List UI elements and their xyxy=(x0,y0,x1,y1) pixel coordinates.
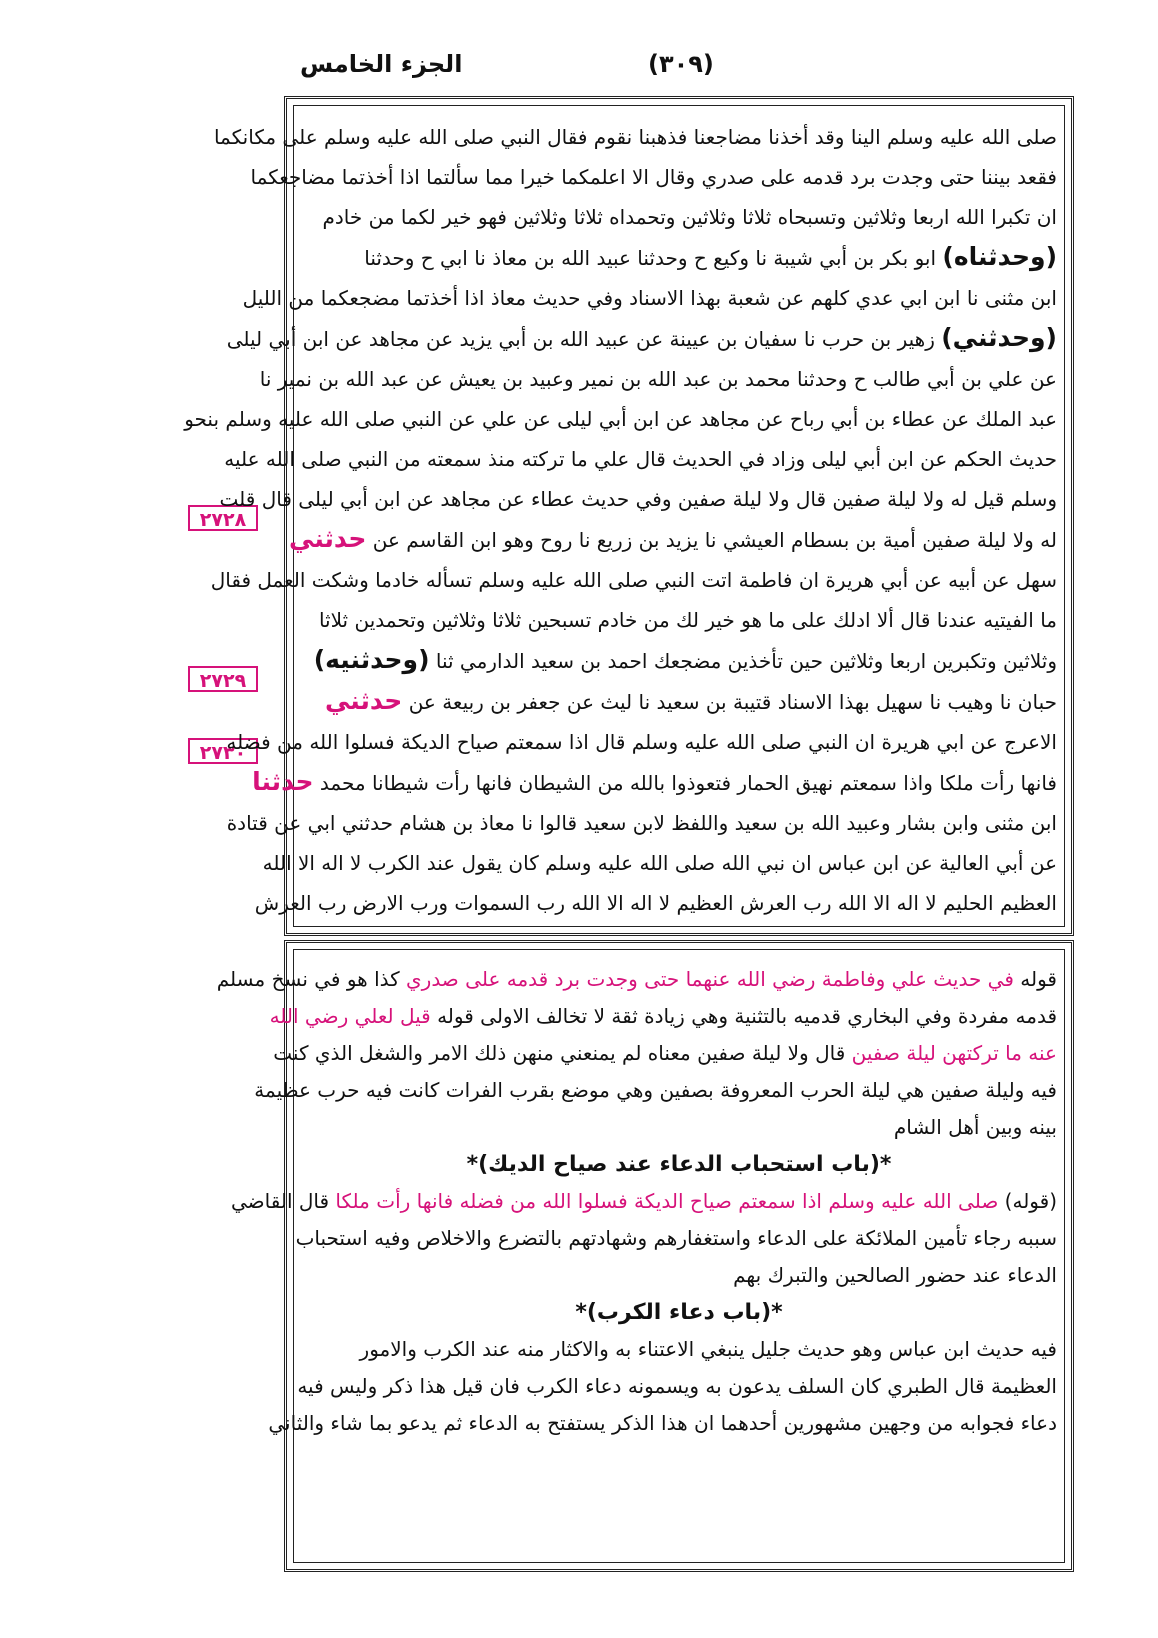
chapter-title-distress: *(باب دعاء الكرب)* xyxy=(575,1300,783,1325)
commentary-line-6: (قوله) صلى الله عليه وسلم اذا سمعتم صياح الديكة فسلوا الله من فضله فانها رأت ملكا قال القاضي xyxy=(230,1189,1057,1213)
commentary-line-9: فيه حديث ابن عباس وهو حديث جليل ينبغي الاعتناء به والاكثار منه عند الكرب والامور xyxy=(359,1337,1057,1361)
commentary-line-1: قوله في حديث علي وفاطمة رضي الله عنهما حتى وجدت برد قدمه على صدري كذا هو في نسخ مسلم xyxy=(216,967,1057,991)
main-line-15: حبان نا وهيب نا سهيل بهذا الاسناد قتيبة بن سعيد نا ليث عن جعفر بن ربيعة عن حدثني xyxy=(324,686,1057,715)
page-number: (٣٠٩) xyxy=(648,50,714,78)
commentary-text xyxy=(216,961,1057,1557)
narration-marker: حدثني xyxy=(324,686,403,715)
commentary-line-8: الدعاء عند حضور الصالحين والتبرك بهم xyxy=(733,1263,1057,1287)
main-line-13: ما الفيتيه عندنا قال ألا ادلك على ما هو خير لك من خادم تسبحين ثلاثا وثلاثين وتحمدين ثلاثا xyxy=(318,608,1057,632)
hadith-number-2: ٢٧٢٩ xyxy=(188,666,258,692)
main-line-3: ان تكبرا الله اربعا وثلاثين وتسبحاه ثلاثا وثلاثين وتحمداه ثلاثا وثلاثين فهو خير لكما من خادم xyxy=(322,205,1057,229)
main-line-12: سهل عن أبيه عن أبي هريرة ان فاطمة اتت النبي صلى الله عليه وسلم تسأله خادما وشكت العمل فقال xyxy=(210,568,1057,592)
main-line-4: (وحدثناه) ابو بكر بن أبي شيبة نا وكيع ح وحدثنا عبيد الله بن معاذ نا ابي ح وحدثنا xyxy=(364,242,1057,271)
main-line-11: له ولا ليلة صفين أمية بن بسطام العيشي نا يزيد بن زريع نا روح وهو ابن القاسم عن حدثني xyxy=(289,524,1057,553)
commentary-line-3: عنه ما تركتهن ليلة صفين قال ولا ليلة صفين معناه لم يمنعني منهن ذلك الامر والشغل الذي كنت xyxy=(273,1041,1057,1065)
part-title: الجزء الخامس xyxy=(300,50,463,78)
main-line-14: وثلاثين وتكبرين اربعا وثلاثين حين تأخذين مضجعك احمد بن سعيد الدارمي ثنا (وحدثنيه) xyxy=(313,645,1057,674)
main-line-17: فانها رأت ملكا واذا سمعتم نهيق الحمار فتعوذوا بالله من الشيطان فانها رأت شيطانا محمد حدثنا xyxy=(252,767,1057,796)
commentary-line-2: قدمه مفردة وفي البخاري قدميه بالتثنية وهي زيادة ثقة لا تخالف الاولى قوله قيل لعلي رضي الله xyxy=(269,1004,1057,1028)
hadith-number-3: ٢٧٣٠ xyxy=(188,738,258,764)
main-line-8: عبد الملك عن عطاء بن أبي رباح عن مجاهد عن ابن أبي ليلى عن علي عن النبي صلى الله عليه وسلم بنحو xyxy=(184,407,1057,431)
main-line-7: عن علي بن أبي طالب ح وحدثنا محمد بن عبد الله بن نمير وعبيد بن يعيش عن عبد الله بن نمير نا xyxy=(259,367,1057,391)
commentary-line-4: فيه وليلة صفين هي ليلة الحرب المعروفة بصفين وهي موضع بقرب الفرات كانت فيه حرب عظيمة xyxy=(254,1078,1057,1102)
narration-marker: حدثني xyxy=(289,524,367,553)
commentary-line-7: سببه رجاء تأمين الملائكة على الدعاء واستغفارهم وشهادتهم بالتضرع والاخلاص وفيه استحباب xyxy=(295,1226,1057,1250)
narration-marker: (وحدثني) xyxy=(941,323,1057,352)
main-line-6: (وحدثني) زهير بن حرب نا سفيان بن عيينة عن عبيد الله بن أبي يزيد عن مجاهد عن ابن أبي ليلى xyxy=(226,323,1057,352)
narration-marker: حدثنا xyxy=(252,767,314,796)
main-line-5: ابن مثنى نا ابن ابي عدي كلهم عن شعبة بهذا الاسناد وفي حديث معاذ اذا أخذتما مضجعكما من الليل xyxy=(242,286,1057,310)
main-line-18: ابن مثنى وابن بشار وعبيد الله بن سعيد واللفظ لابن سعيد قالوا نا معاذ بن هشام حدثني ابي عن قتادة xyxy=(226,811,1057,835)
main-line-10: وسلم قيل له ولا ليلة صفين قال ولا ليلة صفين وفي حديث عطاء عن مجاهد عن ابن أبي ليلى قال قلت xyxy=(219,487,1057,511)
main-line-9: حديث الحكم عن ابن أبي ليلى وزاد في الحديث قال علي ما تركته منذ سمعته من النبي صلى الله عليه xyxy=(224,447,1057,471)
main-line-16: الاعرج عن ابي هريرة ان النبي صلى الله عليه وسلم قال اذا سمعتم صياح الديكة فسلوا الله من فضله xyxy=(226,730,1057,754)
main-line-2: فقعد بيننا حتى وجدت برد قدمه على صدري وقال الا اعلمكما خيرا مما سألتما اذا أخذتما مضاجعكما xyxy=(250,165,1057,189)
commentary-frame xyxy=(216,940,1074,1572)
chapter-title-rooster: *(باب استحباب الدعاء عند صياح الديك)* xyxy=(466,1152,892,1177)
narration-marker: (وحدثناه) xyxy=(942,242,1057,271)
commentary-line-11: دعاء فجوابه من وجهين مشهورين أحدهما ان هذا الذكر يستفتح به الدعاء ثم يدعو بما شاء والثاني xyxy=(268,1411,1057,1435)
commentary-line-10: العظيمة قال الطبري كان السلف يدعون به ويسمونه دعاء الكرب فان قيل هذا ذكر وليس فيه xyxy=(297,1374,1057,1398)
main-line-19: عن أبي العالية عن ابن عباس ان نبي الله صلى الله عليه وسلم كان يقول عند الكرب لا اله الا الله xyxy=(262,851,1057,875)
commentary-line-5: بينه وبين أهل الشام xyxy=(893,1115,1057,1139)
main-line-1: صلى الله عليه وسلم الينا وقد أخذنا مضاجعنا فذهبنا نقوم فقال النبي صلى الله عليه وسلم على مكانكما xyxy=(213,125,1057,149)
narration-marker: (وحدثنيه) xyxy=(313,645,430,674)
hadith-number-1: ٢٧٢٨ xyxy=(188,505,258,531)
main-line-20: العظيم الحليم لا اله الا الله رب العرش العظيم لا اله الا الله رب السموات ورب الارض رب العرش xyxy=(254,891,1057,915)
